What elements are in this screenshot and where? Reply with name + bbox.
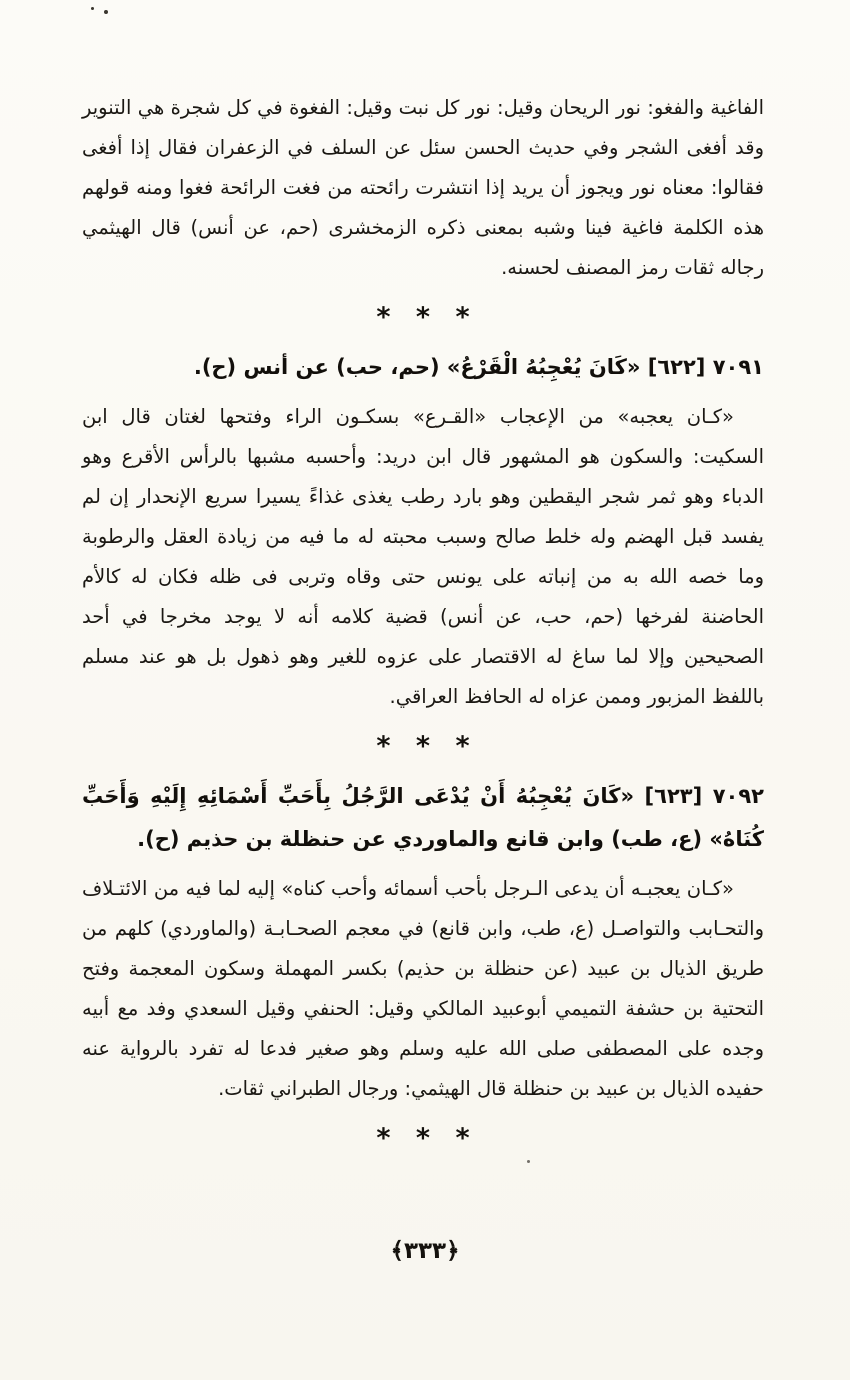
section-separator: * * * bbox=[376, 731, 470, 762]
page-number: ﴿٣٣٣﴾ bbox=[390, 1238, 460, 1264]
scan-speck bbox=[91, 7, 94, 10]
commentary-paragraph-7091: «كـان يعجبه» من الإعجاب «القـرع» بسكـون الراء وفتحها لغتان قال ابن السكيت: والسكون هو المشهور قال ابن دريد: وأحسبه مشبها بالرأس الأقرع وهو الدباء وهو ثمر شجر اليقطين وهو بارد رطب يغذى غذاءً يسيرا سريع الإنحدار إن لم يفسد قبل الهضم وله خلط صالح وسبب محبته له ما فيه من زيادة العقل والرطوبة وما خصه الله به من إنباته على يونس حتى وقاه وتربى فى ظله فكان له كالأم الحاضنة لفرخها (حم، حب، عن أنس) قضية كلامه أنه لا يوجد مخرجا في أحد الصحيحين وإلا لما ساغ له الاقتصار على عزوه للغير وهو ذهول بل هو عند مسلم باللفظ المزبور وممن عزاه له الحافظ العراقي. bbox=[82, 405, 764, 708]
commentary-paragraph-7092: «كـان يعجبـه أن يدعى الـرجل بأحب أسمائه وأحب كناه» إليه لما فيه من الائتـلاف والتحـابب والتواصـل (ع، طب، وابن قانع) في معجم الصحـابـة (والماوردي) كلهم من طريق الذيال بن عبيد (عن حنظلة بن حذيم) بكسر المهملة وسكون المعجمة وفتح التحتية بن حشفة التميمي أبوعبيد المالكي وقيل: الحنفي وقيل السعدي وفد مع أبيه وجده على المصطفى صلى الله عليه وسلم وهو صغير فدعا له تفرد بالرواية عنه حفيده الذيال بن عبيد بن حنظلة قال الهيثمي: ورجال الطبراني ثقات. bbox=[82, 877, 764, 1100]
commentary-paragraph-faghiya: الفاغية والفغو: نور الريحان وقيل: نور كل نبت وقيل: الفغوة في كل شجرة هي التنوير وقد أفغى الشجر وفي حديث الحسن سئل عن السلف في الزعفران فقال إذا أفغى فقالوا: معناه نور ويجوز أن يريد إذا انتشرت رائحته من فغت الرائحة فغوا ومنه قولهم هذه الكلمة فاغية فينا وشبه بمعنى ذكره الزمخشرى (حم، عن أنس) قال الهيثمي رجاله ثقات رمز المصنف لحسنه. bbox=[82, 96, 764, 279]
text-column bbox=[82, 88, 764, 1167]
scan-speck bbox=[104, 10, 108, 14]
section-separator: * * * bbox=[376, 302, 470, 333]
hadith-heading-7091: ٧٠٩١ [٦٢٢] «كَانَ يُعْجِبُهُ الْقَرْعُ» (حم، حب) عن أنس (ح). bbox=[193, 355, 764, 379]
hadith-heading-7092: ٧٠٩٢ [٦٢٣] «كَانَ يُعْجِبُهُ أَنْ يُدْعَى الرَّجُلُ بِأَحَبِّ أَسْمَائِهِ إِلَيْهِ وَأَحَبِّ كُنَاهُ» (ع، طب) وابن قانع والماوردي عن حنظلة بن حذيم (ح). bbox=[82, 784, 764, 851]
section-separator: * * * bbox=[376, 1123, 470, 1154]
